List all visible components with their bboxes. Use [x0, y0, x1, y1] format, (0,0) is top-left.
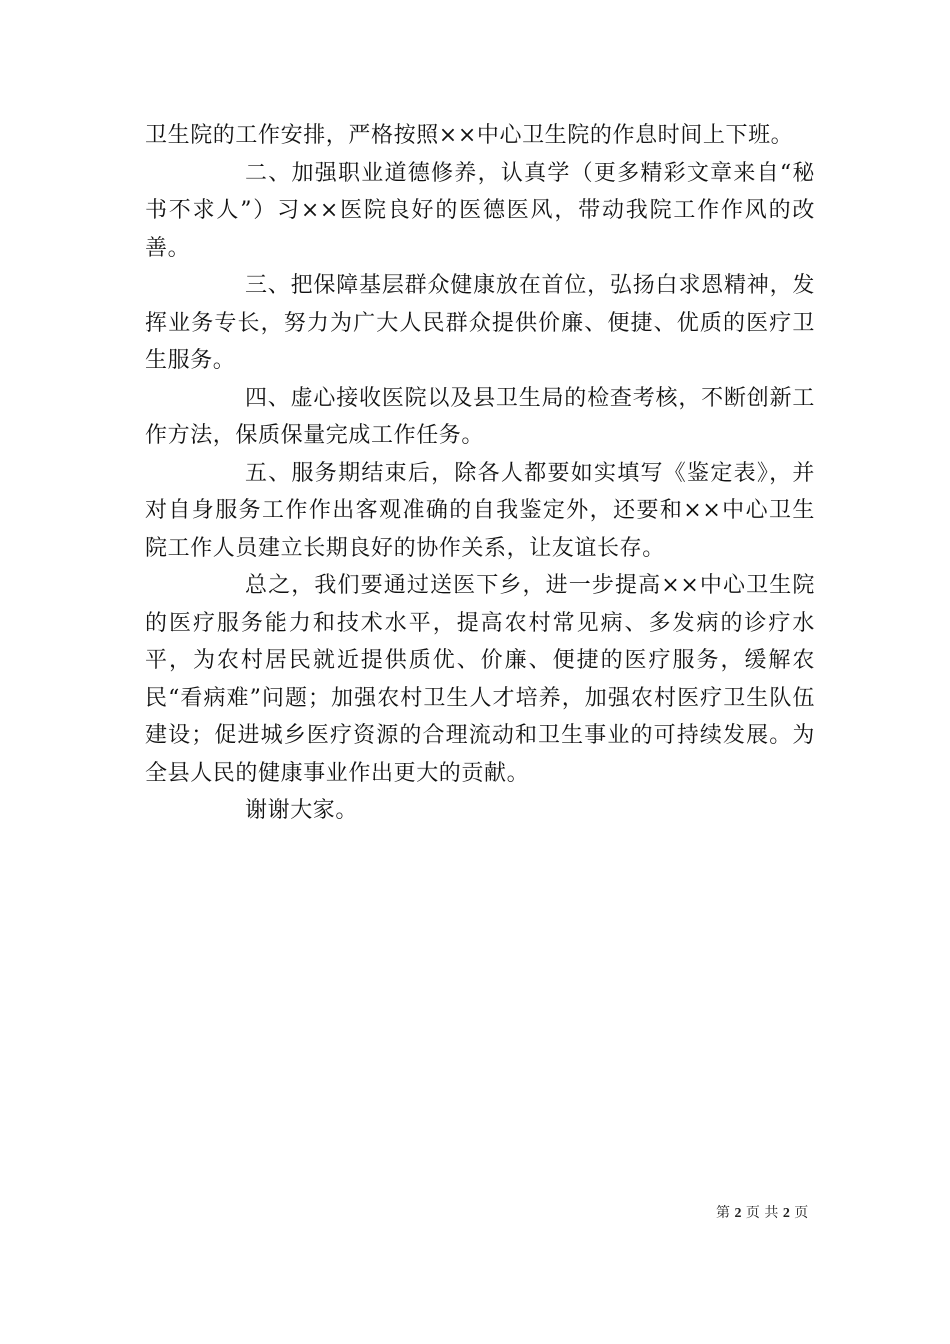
paragraph-5: 五、服务期结束后，除各人都要如实填写《鉴定表》，并对自身服务工作作出客观准确的自我鉴定外，还要和××中心卫生院工作人员建立长期良好的协作关系，让友谊长存。	[145, 460, 815, 561]
footer-suffix: 页	[794, 1205, 809, 1221]
document-body	[145, 117, 815, 830]
footer-prefix: 第	[716, 1205, 730, 1221]
footer-middle: 页 共	[745, 1205, 779, 1221]
paragraph-7: 谢谢大家。	[245, 798, 359, 823]
footer-total-pages: 2	[782, 1206, 790, 1221]
footer-current-page: 2	[734, 1206, 742, 1221]
paragraph-6: 总之，我们要通过送医下乡，进一步提高××中心卫生院的医疗服务能力和技术水平，提高农村常见病、多发病的诊疗水平，为农村居民就近提供质优、价廉、便捷的医疗服务，缓解农民“看病难”问题；加强农村卫生人才培养，加强农村医疗卫生队伍建设；促进城乡医疗资源的合理流动和卫生事业的可持续发展。为全县人民的健康事业作出更大的贡献。	[145, 573, 815, 786]
paragraph-1: 卫生院的工作安排，严格按照××中心卫生院的作息时间上下班。	[145, 123, 794, 148]
paragraph-2: 二、加强职业道德修养，认真学（更多精彩文章来自“秘书不求人”）习××医院良好的医德医风，带动我院工作作风的改善。	[145, 160, 815, 261]
paragraph-3: 三、把保障基层群众健康放在首位，弘扬白求恩精神，发挥业务专长，努力为广大人民群众提供价廉、便捷、优质的医疗卫生服务。	[145, 273, 815, 373]
paragraph-4: 四、虚心接收医院以及县卫生局的检查考核，不断创新工作方法，保质保量完成工作任务。	[145, 385, 815, 448]
page-number-footer	[716, 1204, 816, 1223]
